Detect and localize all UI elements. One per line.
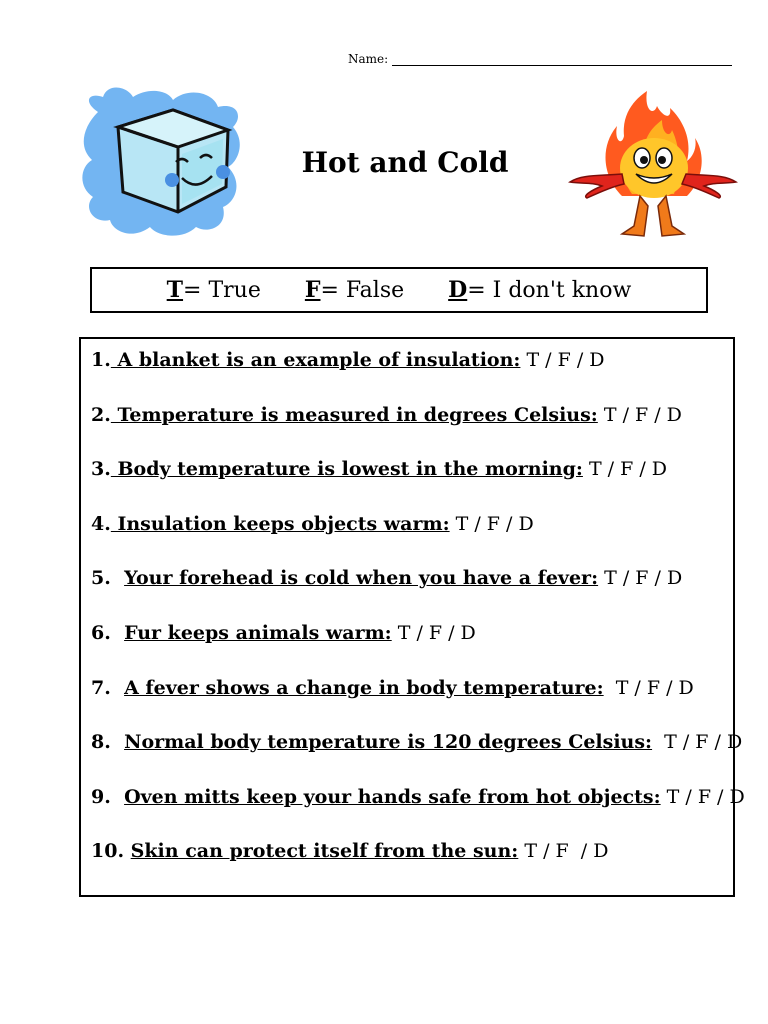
question-2: 2. Temperature is measured in degrees Celsius: T / F / D bbox=[91, 403, 682, 426]
name-label: Name: bbox=[348, 52, 389, 66]
name-field[interactable] bbox=[348, 52, 732, 66]
answer-choices[interactable]: T / F / D bbox=[520, 349, 605, 371]
answer-choices[interactable]: T / F / D bbox=[391, 621, 476, 644]
legend-dont-know: D= I don't know bbox=[448, 277, 632, 303]
question-list bbox=[79, 337, 745, 897]
answer-choices[interactable]: T / F / D bbox=[603, 676, 694, 699]
question-5: 5. Your forehead is cold when you have a fever: T / F / D bbox=[91, 567, 683, 590]
answer-choices[interactable]: T / F / D bbox=[598, 567, 683, 590]
page-title: Hot and Cold bbox=[301, 146, 509, 179]
question-6: 6. Fur keeps animals warm: T / F / D bbox=[91, 621, 476, 644]
question-3: 3. Body temperature is lowest in the morning: T / F / D bbox=[91, 458, 668, 481]
answer-choices[interactable]: T / F / D bbox=[582, 458, 668, 481]
question-4: 4. Insulation keeps objects warm: T / F / D bbox=[91, 512, 534, 535]
answer-choices[interactable]: T / F / D bbox=[660, 785, 745, 808]
legend-true: T= True bbox=[166, 277, 261, 303]
answer-choices[interactable]: T / F / D bbox=[597, 403, 682, 426]
answer-key-legend bbox=[90, 267, 708, 313]
question-8: 8. Normal body temperature is 120 degrees Celsius: T / F / D bbox=[91, 731, 743, 754]
question-1: 1. A blanket is an example of insulation: T / F / D bbox=[91, 349, 605, 371]
legend-false: F= False bbox=[304, 277, 405, 303]
ice-cube-icon bbox=[78, 82, 246, 240]
question-9: 9. Oven mitts keep your hands safe from hot objects: T / F / D bbox=[91, 785, 745, 808]
answer-choices[interactable]: T / F / D bbox=[652, 731, 743, 754]
question-7: 7. A fever shows a change in body temperature: T / F / D bbox=[91, 676, 694, 699]
question-10: 10. Skin can protect itself from the sun: T / F / D bbox=[91, 840, 609, 863]
answer-choices[interactable]: T / F / D bbox=[518, 840, 609, 863]
answer-choices[interactable]: T / F / D bbox=[449, 512, 534, 535]
name-underline bbox=[392, 53, 732, 66]
fire-character-icon bbox=[562, 86, 742, 246]
